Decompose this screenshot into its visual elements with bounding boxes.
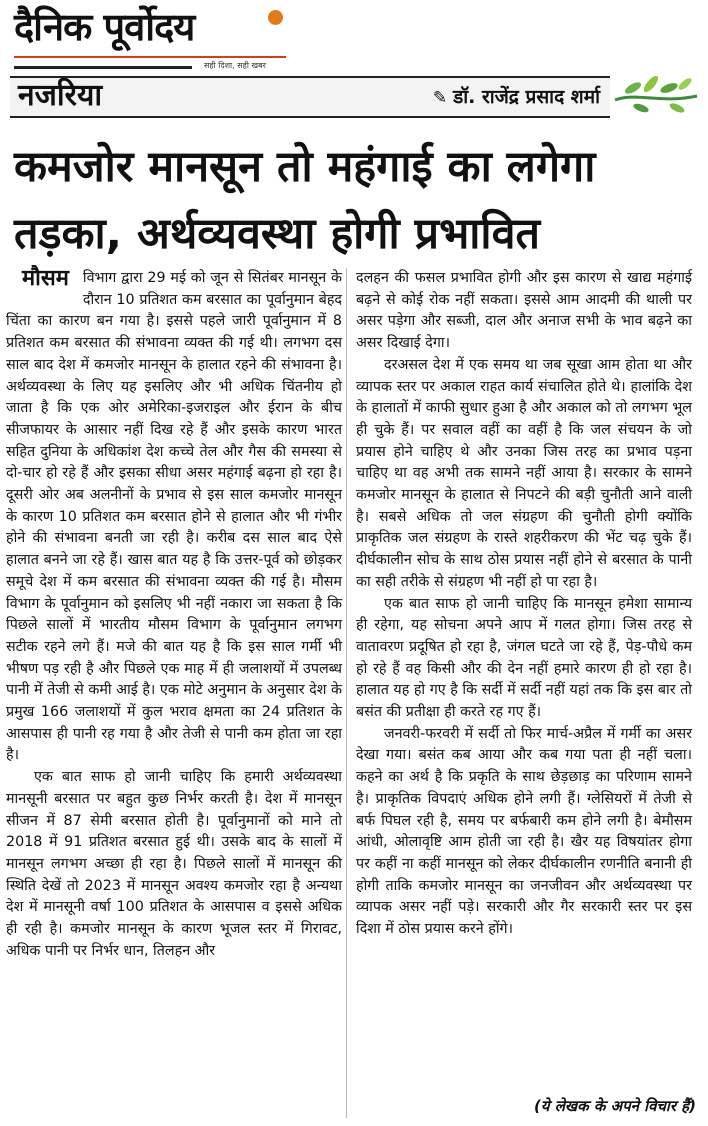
headline <box>14 134 698 268</box>
headline-line-2: तड़का, अर्थव्यवस्था होगी प्रभावित <box>14 209 540 259</box>
kicker: मौसम <box>22 266 69 291</box>
headline-line-1: कमजोर मानसून तो महंगाई का लगेगा <box>14 142 596 192</box>
masthead-underline <box>14 66 192 69</box>
masthead-tagline: सही दिशा, सही खबर <box>204 61 266 70</box>
article-paragraph: एक बात साफ हो जानी चाहिए कि हमारी अर्थव्यवस्था मानसूनी बरसात पर बहुत कुछ निर्भर करती है। देश में मानसून सीजन में 87 सेमी बरसात होती है। पूर्वानुमानों को माने तो 2018 में 91 प्रतिशत बरसात हुई थी। उसके बाद के सालों में मानसून लगभग अच्छा ही रहा है। पिछले सालों में मानसून की स्थिति देखें तो 2023 में मानसून अवश्य कमजोर रहा है अन्यथा देश में मानसूनी वर्षा 100 प्रतिशत के आसपास व इससे अधिक ही रही है। कमजोर मानसून के कारण भूजल स्तर में गिरावट, अधिक पानी पर निर्भर धान, तिलहन और <box>6 769 342 959</box>
article-paragraph: जनवरी-फरवरी में सर्दी तो फिर मार्च-अप्रैल में गर्मी का असर देखा गया। बसंत कब आया और कब गया पता ही नहीं चला। कहने का अर्थ है कि प्रकृति के साथ छेड़छाड़ का परिणाम सामने है। प्राकृतिक विपदाएं अधिक होने लगी हैं। ग्लेसियरों में तेजी से बर्फ पिघल रही है, समय पर बर्फबारी कम होने लगी है। बेमौसम आंधी, ओलावृष्टि आम होती जा रही है। खैर यह विषयांतर होगा पर कहीं ना कहीं मानसून को लेकर दीर्घकालीन रणनीति बनानी ही होगी ताकि कमजोर मानसून का जनजीवन और अर्थव्यवस्था पर व्यापक असर नहीं पड़े। सरकारी और गैर सरकारी स्तर पर इस दिशा में ठोस प्रयास करने होंगे। <box>356 725 692 938</box>
masthead <box>14 4 286 72</box>
section-label: नजरिया <box>18 78 103 113</box>
article-paragraph: एक बात साफ हो जानी चाहिए कि मानसून हमेशा सामान्य ही रहेगा, यह सोचना अपने आप में गलत होगा। जिस तरह से वातावरण प्रदूषित हो रहा है, जंगल घटते जा रहे हैं, पेड़-पौधे कम हो रहे हैं वह किसी और की देन नहीं हमारे कारण ही हो रहा है। हालात यह हो गए है कि सर्दी में सर्दी नहीं यहां तक कि इस बार तो बसंत की प्रतीक्षा ही करते रह गए हैं। <box>356 595 692 721</box>
paragraph-text: विभाग द्वारा 29 मई को जून से सितंबर मानसून के दौरान 10 प्रतिशत कम बरसात का पूर्वानुमान बेहद चिंता का कारण बन गया है। इससे पहले जारी पूर्वानुमान में 8 प्रतिशत कम बरसात की संभावना व्यक्त की गई थी। लगभग दस साल बाद देश में कमजोर मानसून के हालात रहने की संभावना है। अर्थव्यवस्था के लिए यह इसलिए और भी अधिक चिंतनीय हो जाता है कि एक ओर अमेरिका-इजराइल और ईरान के बीच सीजफायर के आसार नहीं दिख रहे हैं और इसके कारण भारत सहित दुनिया के अधिकांश देश कच्चे तेल और गैस की समस्या से दो-चार हो रहे हैं और इसका सीधा असर महंगाई बढ़ना हो रहा है। दूसरी ओर अब अलनीनों के प्रभाव से इस साल कमजोर मानसून के कारण 10 प्रतिशत कम बरसात होने से हालात और भी गंभीर होने की संभावना बनती जा रही है। करीब दस साल बाद ऐसे हालात बनने जा रहे हैं। खास बात यह है कि उत्तर-पूर्व को छोड़कर समूचे देश में कम बरसात की संभावना व्यक्त की गई है। मौसम विभाग के पूर्वानुमान को इसलिए भी नहीं नकारा जा सकता है कि पिछले सालों में भारतीय मौसम विभाग के पूर्वानुमान लगभग सटीक रहने लगे हैं। मजे की बात यह है कि इस साल गर्मी भी भीषण पड़ रही है और पिछले एक माह में ही जलाशयों में उपलब्ध पानी में तेजी से कमी आई है। एक मोटे अनुमान के अनुसार देश के प्रमुख 166 जलाशयों में कुल भराव क्षमता का 24 प्रतिशत के आसपास ही पानी रह गया है और तेजी से पानी कम होता जा रहा है। <box>6 270 342 764</box>
leaf-decoration-icon <box>611 70 701 116</box>
article-paragraph: दलहन की फसल प्रभावित होगी और इस कारण से खाद्य महंगाई बढ़ने से कोई रोक नहीं सकता। इससे आम आदमी की थाली पर असर पड़ेगा और सब्जी, दाल और अनाज सभी के भाव बढ़ने का असर दिखाई देगा। <box>356 270 692 352</box>
masthead-rule <box>14 56 286 58</box>
author-name: डॉ. राजेंद्र प्रसाद शर्मा <box>453 86 600 108</box>
byline <box>433 86 600 109</box>
pen-icon: ✎ <box>432 88 448 108</box>
article-paragraph: दरअसल देश में एक समय था जब सूखा आम होता था और व्यापक स्तर पर अकाल राहत कार्य संचालित होते थे। हालांकि देश के हालातों में काफी सुधार हुआ है और अकाल को तो लगभग भूल ही चुके हैं। पर सवाल वहीं का वहीं है कि जल संचयन के जो प्रयास होने चाहिए थे और उनका जिस तरह का प्रभाव पड़ना चाहिए था वह अभी तक सामने नहीं आया है। सरकार के सामने कमजोर मानसून के हालात से निपटने की बड़ी चुनौती आने वाली है। सबसे अधिक तो जल संग्रहण की चुनौती होगी क्योंकि प्राकृतिक जल संग्रहण के रास्ते शहरीकरण की भेंट चढ़ चुके हैं। दीर्घकालीन सोच के साथ ठोस प्रयास नहीं होने से बरसात के पानी का सही तरीके से संग्रहण भी नहीं हो पा रहा है। <box>356 356 692 590</box>
article-column-left <box>6 268 342 963</box>
masthead-title: दैनिक पूर्वोदय <box>14 5 195 49</box>
article-paragraph <box>6 268 342 767</box>
author-note: (ये लेखक के अपने विचार हैं) <box>533 1097 696 1115</box>
masthead-dot-icon <box>268 10 283 25</box>
article-column-right <box>356 268 692 941</box>
column-divider <box>346 268 347 1118</box>
section-bar <box>10 76 610 118</box>
